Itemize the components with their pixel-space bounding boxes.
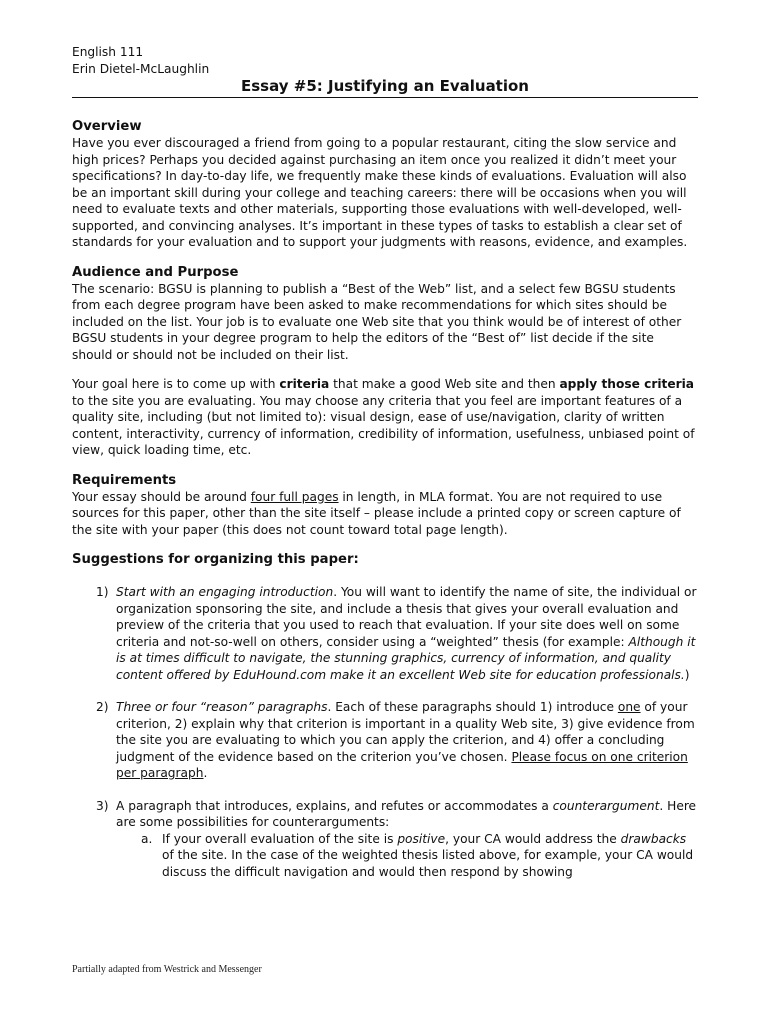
audience-section	[72, 264, 698, 459]
suggestions-section	[72, 551, 698, 880]
suggestions-heading: Suggestions for organizing this paper:	[72, 552, 359, 567]
course-name: English 111	[72, 45, 144, 59]
suggestions-list	[72, 584, 698, 880]
list-item: 2) Three or four “reason” paragraphs. Each of these paragraphs should 1) introduce one of your criterion, 2) explain why that criterion is important in a quality Web site, 3) give evidence from the site you are evaluating to which you can apply the criterion, and 4) offer a concluding judgment of the evidence based on the criterion you’ve chosen. Please focus on one criterion per paragraph.	[96, 700, 695, 780]
overview-section	[72, 118, 698, 251]
audience-goal: Your goal here is to come up with criteria that make a good Web site and then apply those criteria to the site you are evaluating. You may choose any criteria that you feel are important features of a quality site, including (but not limited to): visual design, ease of use/navigation, clarity of written content, interactivity, currency of information, credibility of information, usefulness, unbiased point of view, quick loading time, etc.	[72, 377, 695, 457]
essay-title: Essay #5: Justifying an Evaluation	[72, 77, 698, 98]
list-item: 1) Start with an engaging introduction. You will want to identify the name of site, the individual or organization sponsoring the site, and include a thesis that gives your overall evaluation and preview of the criteria that you used to reach that evaluation. If your site does well on some criteria and not-so-well on others, consider using a “weighted” thesis (for example: Although it is at times difficult to navigate, the stunning graphics, currency of information, and quality content offered by EduHound.com make it an excellent Web site for education professionals.)	[96, 585, 697, 682]
list-item: a. If your overall evaluation of the site is positive, your CA would address the drawbacks of the site. In the case of the weighted thesis listed above, for example, your CA would discuss the difficult navigation and would then respond by showing	[141, 831, 694, 879]
document-page	[72, 44, 698, 880]
page-length-emphasis: four full pages	[250, 489, 339, 504]
audience-scenario: The scenario: BGSU is planning to publish a “Best of the Web” list, and a select few BGSU students from each degree program have been asked to make recommendations for which sites should be included on the list. Your job is to evaluate one Web site that you think would be of interest of other BGSU students in your degree program to help the editors of the “Best of” list decide if the site should or should not be included on their list.	[72, 281, 682, 362]
requirements-section	[72, 472, 698, 539]
list-item: 3) A paragraph that introduces, explains, and refutes or accommodates a counterargument. Here are some possibilities for counterarguments: a. If your overall evaluation of the site is positive, your CA would address the drawbacks of the site. In the case of the weighted thesis listed above, for example, your CA would discuss the difficult navigation and would then respond by showing	[96, 798, 697, 879]
requirements-text: Your essay should be around four full pages in length, in MLA format. You are not required to use sources for this paper, other than the site itself – please include a printed copy or screen capture of the site with your paper (this does not count toward total page length).	[72, 489, 681, 537]
overview-text: Have you ever discouraged a friend from going to a popular restaurant, citing the slow service and high prices? Perhaps you decided against purchasing an item once you realized it didn’t meet your specifications? In day-to-day life, we frequently make these kinds of evaluations. Evaluation will also be an important skill during your college and teaching careers: there will be occasions when you will need to evaluate texts and other materials, supporting those evaluations with well-developed, well-supported, and convincing analyses. It’s important in these types of tasks to establish a clear set of standards for your evaluation and to support your judgments with reasons, evidence, and examples.	[72, 136, 688, 249]
overview-heading: Overview	[72, 119, 142, 134]
apply-criteria-emphasis: apply those criteria	[559, 377, 695, 391]
instructor-name: Erin Dietel-McLaughlin	[72, 61, 210, 76]
footer-note: Partially adapted from Westrick and Messenger	[72, 964, 262, 975]
criteria-emphasis: criteria	[279, 377, 330, 391]
audience-heading: Audience and Purpose	[72, 264, 239, 280]
requirements-heading: Requirements	[72, 472, 177, 488]
counterargument-list	[116, 831, 698, 881]
